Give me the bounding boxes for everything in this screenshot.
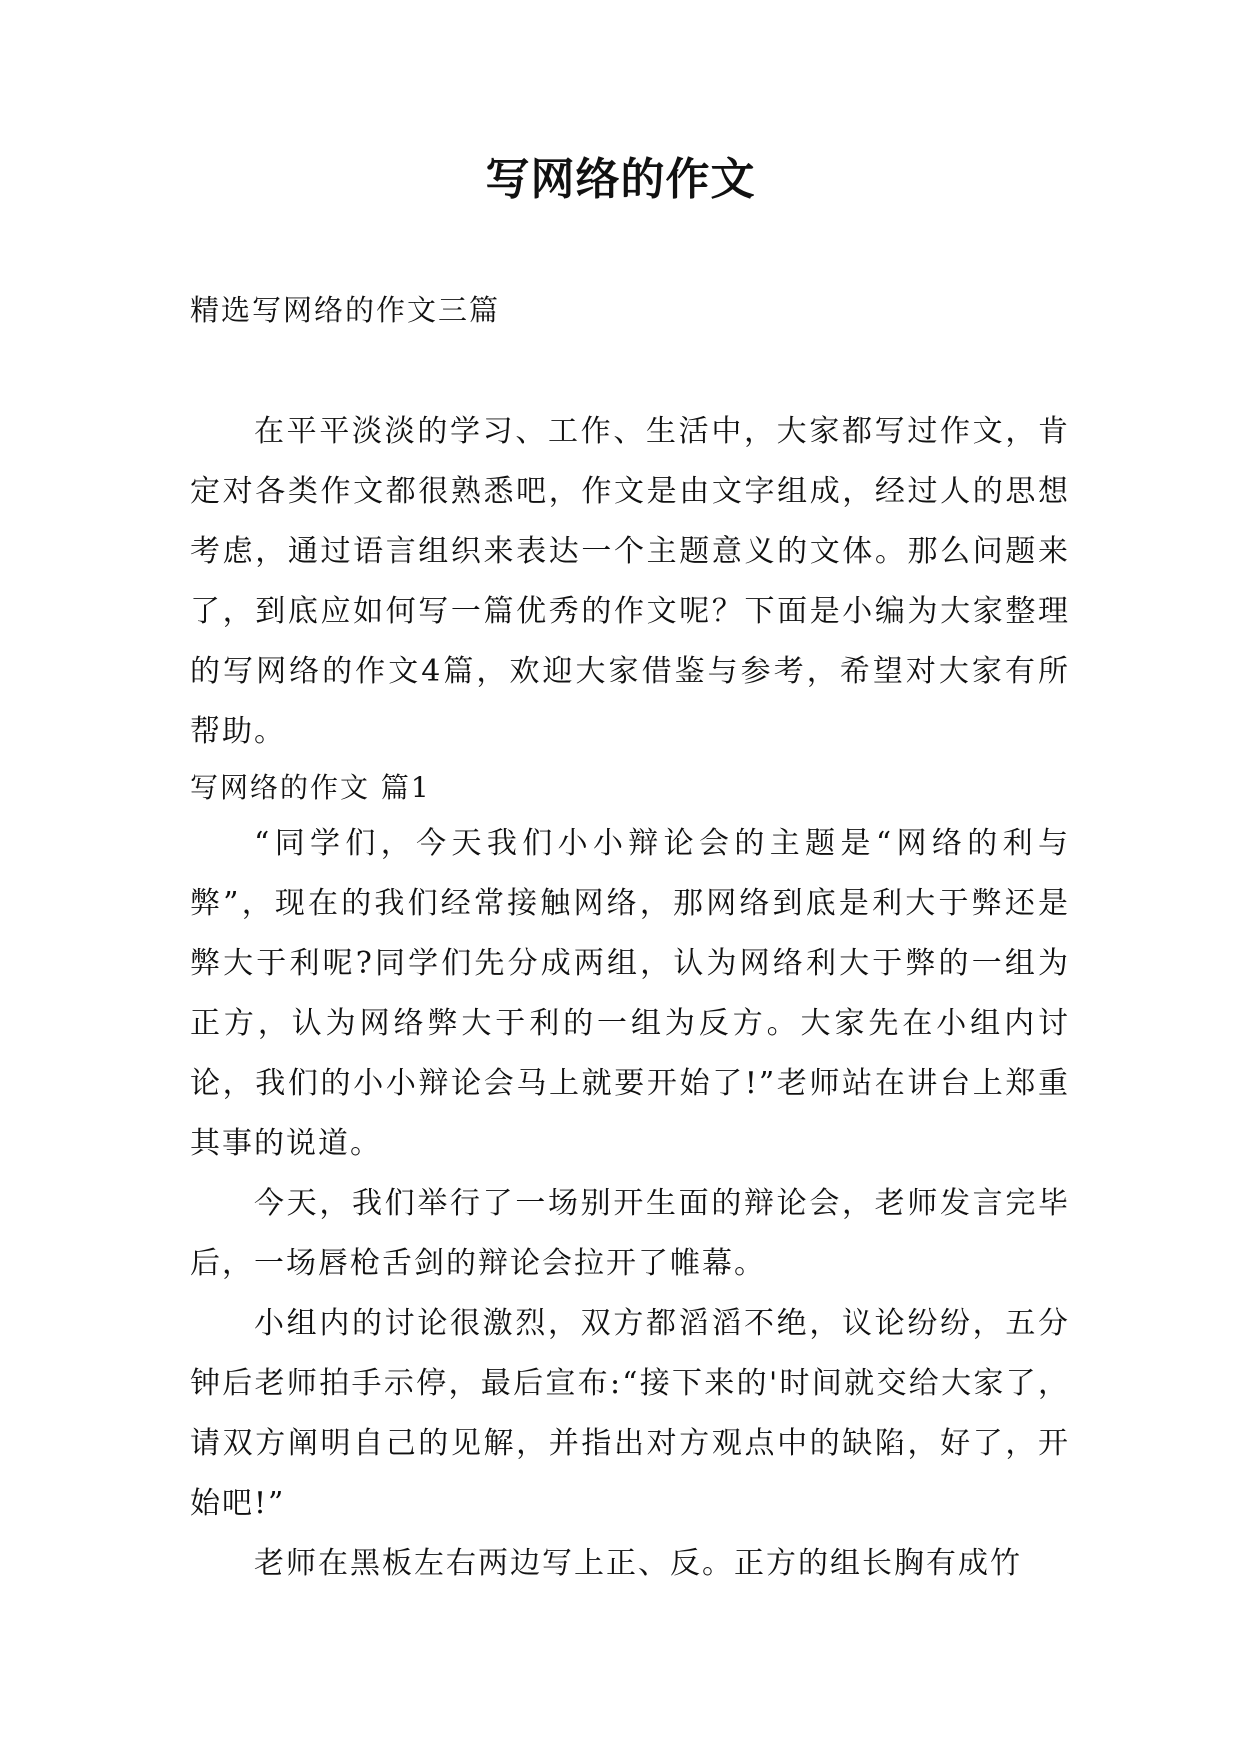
body-paragraph: “同学们，今天我们小小辩论会的主题是“网络的利与弊”，现在的我们经常接触网络，那网络到底是利大于弊还是弊大于利呢?同学们先分成两组，认为网络利大于弊的一组为正方，认为网络弊大于利的一组为反方。大家先在小组内讨论，我们的小小辩论会马上就要开始了!”老师站在讲台上郑重其事的说道。 bbox=[190, 826, 1070, 1161]
document-body bbox=[190, 402, 1070, 1594]
section-heading: 写网络的作文 篇1 bbox=[190, 771, 431, 804]
document-subtitle: 精选写网络的作文三篇 bbox=[190, 293, 501, 327]
body-paragraph: 老师在黑板左右两边写上正、反。正方的组长胸有成竹 bbox=[254, 1546, 1022, 1581]
document-title: 写网络的作文 bbox=[485, 154, 756, 205]
body-paragraph: 小组内的讨论很激烈，双方都滔滔不绝，议论纷纷，五分钟后老师拍手示停，最后宣布:“接下来的'时间就交给大家了，请双方阐明自己的见解，并指出对方观点中的缺陷，好了，开始吧!” bbox=[190, 1306, 1070, 1521]
intro-paragraph: 在平平淡淡的学习、工作、生活中，大家都写过作文，肯定对各类作文都很熟悉吧，作文是由文字组成，经过人的思想考虑，通过语言组织来表达一个主题意义的文体。那么问题来了，到底应如何写一篇优秀的作文呢？下面是小编为大家整理的写网络的作文4篇，欢迎大家借鉴与参考，希望对大家有所帮助。 bbox=[190, 414, 1070, 749]
body-paragraph: 今天，我们举行了一场别开生面的辩论会，老师发言完毕后，一场唇枪舌剑的辩论会拉开了帷幕。 bbox=[190, 1186, 1070, 1281]
